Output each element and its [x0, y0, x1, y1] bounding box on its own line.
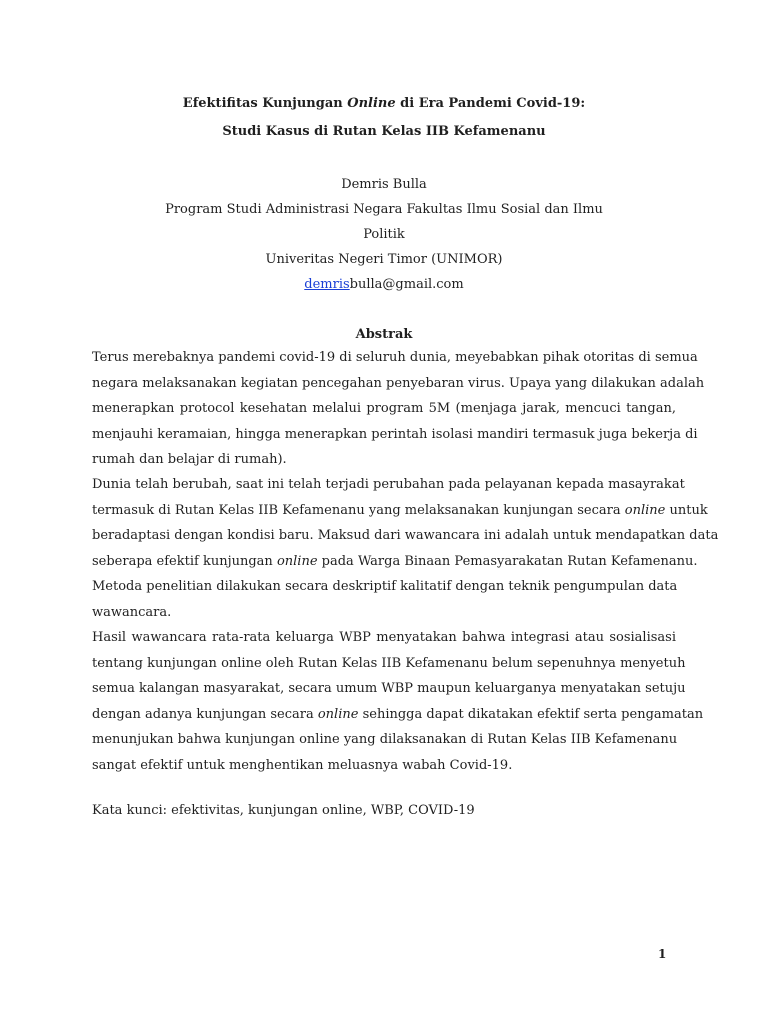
paragraph-line: Dunia telah berubah, saat ini telah terjadi perubahan pada pelayanan kepada masayrakat — [92, 477, 685, 492]
paragraph-line: menjauhi keramaian, hingga menerapkan perintah isolasi mandiri termasuk juga bekerja di — [92, 426, 698, 442]
title-line-1 — [0, 96, 768, 111]
title-text-part2: di Era Pandemi Covid-19: — [395, 96, 586, 111]
paragraph-line: beradaptasi dengan kondisi baru. Maksud dari wawancara ini adalah untuk mendapatkan data — [92, 528, 719, 544]
paragraph-line: seberapa efektif kunjungan online pada Warga Binaan Pemasyarakatan Rutan Kefamenanu. — [92, 553, 698, 569]
paragraph-line: sangat efektif untuk menghentikan meluasnya wabah Covid-19. — [92, 757, 513, 773]
paragraph-line: Metoda penelitian dilakukan secara deskriptif kalitatif dengan teknik pengumpulan data — [92, 579, 678, 595]
paragraph-line: semua kalangan masyarakat, secara umum WBP maupun keluarganya menyatakan setuju — [92, 681, 686, 697]
abstract-paragraph-1 — [92, 345, 705, 473]
abstract-paragraph-3 — [92, 625, 704, 779]
paragraph-line: rumah dan belajar di rumah). — [92, 452, 287, 468]
paragraph-line: Hasil wawancara rata-rata keluarga WBP menyatakan bahwa integrasi atau sosialisasi — [92, 630, 676, 645]
paragraph-line: Terus merebaknya pandemi covid-19 di seluruh dunia, meyebabkan pihak otoritas di semua — [92, 350, 698, 365]
paragraph-line: menerapkan protocol kesehatan melalui program 5M (menjaga jarak, mencuci tangan, — [92, 401, 676, 417]
paragraph-line: wawancara. — [92, 604, 172, 620]
author-affiliation-line-2: Politik — [363, 227, 405, 242]
email-rest: bulla@gmail.com — [349, 277, 464, 292]
author-university: Univeritas Negeri Timor (UNIMOR) — [265, 252, 503, 267]
author-affiliation-line-1: Program Studi Administrasi Negara Fakultas Ilmu Sosial dan Ilmu — [165, 202, 603, 217]
keywords-line: Kata kunci: efektivitas, kunjungan online, WBP, COVID-19 — [92, 803, 475, 818]
paragraph-line: negara melaksanakan kegiatan pencegahan penyebaran virus. Upaya yang dilakukan adalah — [92, 375, 705, 391]
title-text-italic: Online — [347, 96, 396, 111]
abstract-heading: Abstrak — [355, 327, 413, 342]
paragraph-line: menunjukan bahwa kunjungan online yang dilaksanakan di Rutan Kelas IIB Kefamenanu — [92, 732, 678, 748]
email-link[interactable]: demris — [304, 277, 350, 292]
page-number: 1 — [658, 947, 667, 961]
author-email — [0, 277, 768, 292]
title-text-part1: Efektifitas Kunjungan — [182, 96, 348, 111]
abstract-paragraph-2 — [92, 472, 719, 626]
paragraph-line: termasuk di Rutan Kelas IIB Kefamenanu yang melaksanakan kunjungan secara online untuk — [92, 502, 708, 518]
author-name: Demris Bulla — [341, 177, 427, 192]
title-line-2: Studi Kasus di Rutan Kelas IIB Kefamenanu — [222, 124, 546, 139]
paragraph-line: dengan adanya kunjungan secara online sehingga dapat dikatakan efektif serta pengamatan — [92, 706, 704, 722]
paragraph-line: tentang kunjungan online oleh Rutan Kelas IIB Kefamenanu belum sepenuhnya menyetuh — [92, 655, 686, 671]
